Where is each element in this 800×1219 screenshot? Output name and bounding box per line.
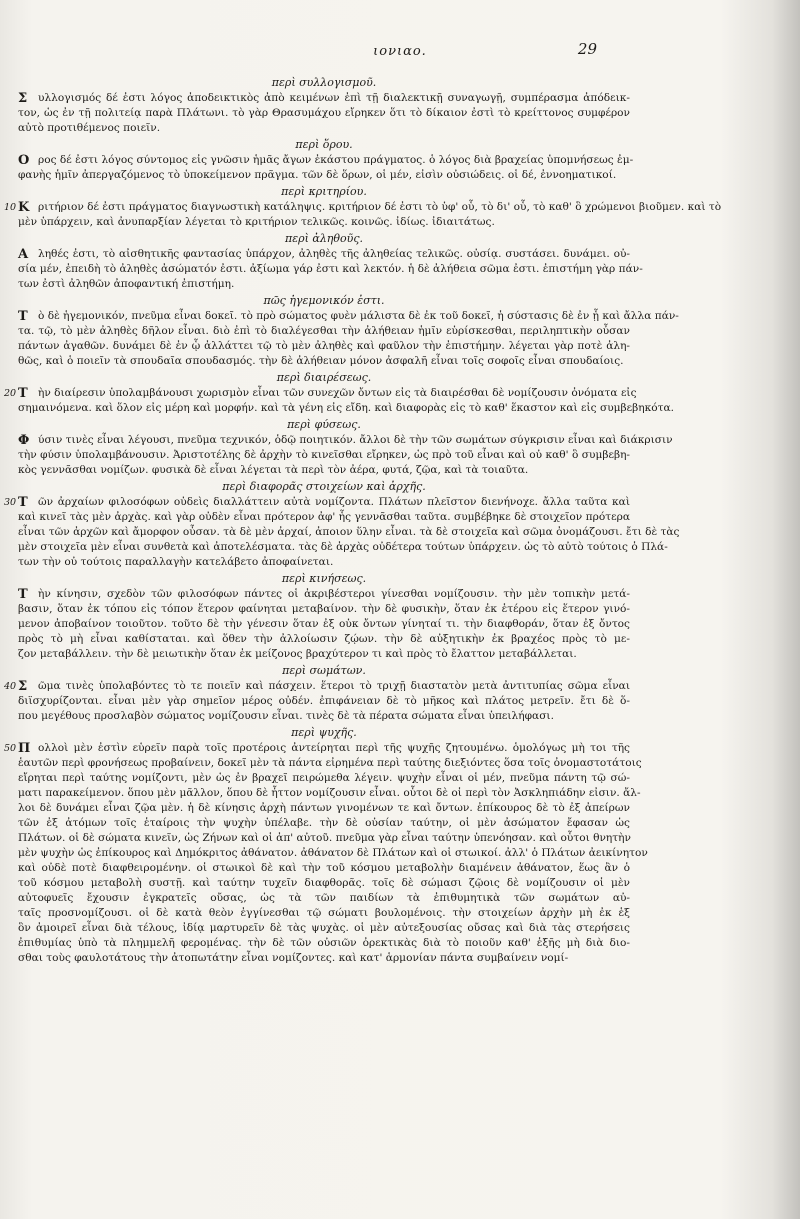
text-line: ἑαυτῶν περὶ φρονήσεως προβαίνειν, δοκεῖ μὲν τὰ πάντα εἰρημένα περὶ ταύτης διεξιόντες ὅσα τοῖς ὀνομαστοτάτοις xyxy=(18,757,642,769)
text-line: τοῦ κόσμου μεταβολὴ συστῇ. καὶ ταύτην τυχεῖν διαφθορᾶς. τοῖς δὲ σώμασι ζῷοις δὲ νομίζουσιν οἱ μὲν xyxy=(18,877,630,889)
text-line: κὸς γεννᾶσθαι νομίζων. φυσικὰ δὲ εἶναι λέγεται τὰ περὶ τὸν ἀέρα, φυτά, ζῷα, καὶ τὰ τοιαῦτα. xyxy=(18,464,529,476)
text-line: υλλογισμός δέ ἐστι λόγος ἀποδεικτικὸς ἀπὸ κειμένων ἐπὶ τῇ διαλεκτικῇ συναγωγῇ, συμπέρασμα ἀπόδεικ- xyxy=(38,92,630,104)
section-paragraph xyxy=(18,91,630,136)
section-paragraph xyxy=(4,741,648,966)
section-heading: περὶ διαφορᾶς στοιχείων καὶ ἀρχῆς. xyxy=(222,480,426,493)
section-paragraph xyxy=(4,200,722,230)
text-line: μὲν ψυχὴν ὡς ἐπίκουρος καὶ Δημόκριτος ἀθάνατον. ἀθάνατον δὲ Πλάτων καὶ οἱ στωικοί. ἀλλ' ὁ Πλάτων ἀεικίνητον xyxy=(18,847,648,859)
text-line: ταῖς προσνομίζουσι. οἱ δὲ κατὰ θεὸν ἐγγίνεσθαι τῷ σώματι βουλομένοις. τὴν στοιχείων ἀρχὴν μὴ ἐκ ἑξ xyxy=(18,907,630,919)
line-number: 40 xyxy=(4,681,17,692)
running-head: ιονιαο. xyxy=(373,44,427,59)
text-line: ριτήριον δέ ἐστι πράγματος διαγνωστικὴ κατάληψις. κριτήριον δέ ἐστι τὸ ὑφ' οὗ, τὸ δι' οὗ, τὸ καθ' ὃ χρώμενοι βιοῦμεν. καὶ τὸ xyxy=(38,201,722,213)
line-number: 10 xyxy=(4,202,17,213)
section-heading: περὶ φύσεως. xyxy=(287,418,361,431)
text-line: ῶμα τινὲς ὑπολαβόντες τὸ τε ποιεῖν καὶ πάσχειν. ἕτεροι τὸ τριχῇ διαστατὸν μετὰ ἀντιτυπίας σῶμα εἶναι xyxy=(38,680,630,692)
text-line: ὃν ἀμοιρεῖ εἶναι διὰ τέλους, ἰδίᾳ μαρτυρεῖν δὲ τὰς ψυχὰς. οἱ μὲν αὐτεξουσίας οὔσας καὶ διὰ τὰς στερήσεις xyxy=(18,922,630,934)
page-number: 29 xyxy=(577,40,597,58)
text-line: ζον μεταβάλλειν. τὴν δὲ μειωτικὴν ὅταν ἐκ μείζονος βραχύτερον τι καὶ πρὸς τὸ ἔλαττον μεταβάλλεται. xyxy=(18,648,577,660)
text-line: Πλάτων. οἱ δὲ σώματα κινεῖν, ὡς Ζήνων καὶ οἱ ἀπ' αὐτοῦ. πνεῦμα γὰρ εἶναι ταύτην ὑπενόησαν. καὶ οὗτοι θνητὴν xyxy=(18,832,631,844)
section-paragraph xyxy=(18,247,643,292)
text-line: αὐτὸ προτιθέμενος ποιεῖν. xyxy=(18,122,161,134)
text-line: καὶ οὐδὲ ποτὲ διαφθειρομένην. οἱ στωικοὶ δὲ καὶ τὴν τοῦ κόσμου μεταβολὴν διαμένειν ἀθάνατον, ἕως ἂν ὁ xyxy=(18,862,630,874)
text-line: ματι παρακείμενον. ὅπου μὲν μᾶλλον, ὅπου δὲ ἧττον νομίζουσιν εἶναι. οὗτοι δὲ οἱ περὶ τὸν Ἀσκληπιάδην εἰσιν. ἄλ- xyxy=(18,787,641,799)
text-line: βασιν, ὅταν ἐκ τόπου εἰς τόπον ἕτερον φαίνηται μεταβαίνον. τὴν δὲ φυσικὴν, ὅταν ἐκ ἑτέρου εἰς ἕτερον γινό- xyxy=(18,603,630,615)
initial-letter: Φ xyxy=(18,433,30,448)
text-line: αὐτοφυεῖς ἔχουσιν ἐγκρατεῖς οὔσας, ὡς τὰ τῶν παιδίων τὰ ἐπιθυμητικὰ τῶν σωμάτων αὐ- xyxy=(18,892,630,904)
section-paragraph xyxy=(4,495,680,570)
text-line: καὶ κινεῖ τὰς μὲν ἀρχὰς. καὶ γὰρ οὐδὲν εἶναι πρότερον ἀφ' ἧς γεννᾶσθαι ταῦτα. συμβέβηκε δὲ στοιχεῖον πρότερα xyxy=(18,511,630,523)
text-line: σημαινόμενα. καὶ ὅλον εἰς μέρη καὶ μορφήν. καὶ τὰ γένη εἰς εἴδη. καὶ διαφορὰς εἰς τὸ καθ' ἕκαστον καὶ εἰς συμβεβηκότα. xyxy=(18,402,674,414)
section-paragraph xyxy=(4,679,630,724)
text-line: των τὴν οὐ τούτοις παραλλαγὴν κατελάβετο ἀποφαίνεται. xyxy=(18,556,334,568)
text-line: των ἐστὶ ἀληθῶν ἀποφαντική ἐπιστήμη. xyxy=(18,278,235,290)
text-line: θῶς, καὶ ὁ ποιεῖν τὰ σπουδαῖα σπουδασμός. τὴν δὲ ἀλήθειαν μόνον ἀσφαλῆ εἶναι τοῖς σοφοῖς εἶναι σπουδαίοις. xyxy=(18,355,624,367)
text-line: ολλοὶ μὲν ἐστὶν εὑρεῖν παρὰ τοῖς προτέροις ἀντείρηται περὶ τῆς ψυχῆς ζητουμένω. ὁμολόγως μὴ τοι τῆς xyxy=(38,742,630,754)
text-line: σία μέν, ἐπειδὴ τὸ ἀληθὲς ἀσώματόν ἐστι. ἀξίωμα γάρ ἐστι καὶ λεκτόν. ἡ δὲ ἀλήθεια σῶμα ἐστι. ἐπιστήμη γὰρ πάν- xyxy=(18,263,643,275)
text-line: που μεγέθους προσλαβὸν σώματος νομίζουσιν εἶναι. τινὲς δὲ τὰ πέρατα σώματα εἶναι ὑπειλήφασι. xyxy=(18,710,554,722)
section-paragraph xyxy=(18,309,679,369)
initial-letter: Σ xyxy=(18,91,28,106)
section-paragraph xyxy=(18,587,630,662)
section-paragraph xyxy=(18,433,673,478)
line-number: 50 xyxy=(4,743,17,754)
section-heading: περὶ συλλογισμοῦ. xyxy=(271,76,377,89)
text-line: διϊσχυρίζονται. εἶναι μὲν γὰρ σημεῖον μέρος οὐδέν. ἐπιφάνειαν δὲ τὸ μῆκος καὶ πλάτος μετρεῖν. ἔτι δὲ ὅ- xyxy=(18,695,630,707)
line-number: 30 xyxy=(4,497,17,508)
section-heading: περὶ ἀληθοῦς. xyxy=(285,232,363,245)
text-line: ὸ δὲ ἡγεμονικόν, πνεῦμα εἶναι δοκεῖ. τὸ πρὸ σώματος φυὲν μάλιστα δὲ ἐκ τοῦ δοκεῖ, ἡ σύστασις δὲ ἐν ᾗ καὶ ἄλλα πάν- xyxy=(38,310,679,322)
page-edge-shadow xyxy=(772,0,800,1219)
section-heading: περὶ σωμάτων. xyxy=(282,664,366,677)
text-line: ύσιν τινὲς εἶναι λέγουσι, πνεῦμα τεχνικόν, ὁδῷ ποιητικόν. ἄλλοι δὲ τὴν τῶν σωμάτων σύγκρισιν εἶναι καὶ διάκρισιν xyxy=(38,434,673,446)
text-line: τον, ὡς ἐν τῇ πολιτείᾳ παρὰ Πλάτωνι. τὸ γὰρ Θρασυμάχου εἴρηκεν ὅτι τὸ δίκαιον ἐστὶ τὸ κρείττονος συμφέρον xyxy=(18,107,630,119)
text-line: ὴν διαίρεσιν ὑπολαμβάνουσι χωρισμὸν εἶναι τῶν συνεχῶν ὄντων εἰς τὰ διαιρέσθαι δὲ νομίζουσιν ὀνόματα εἰς xyxy=(38,387,637,399)
section-heading: πῶς ἡγεμονικόν ἐστι. xyxy=(263,294,385,307)
text-line: σθαι τοὺς φαυλοτάτους τὴν ἀτοπωτάτην εἶναι νομίζοντες. καὶ κατ' ἁρμονίαν πάντα συμβαίνειν νομί- xyxy=(18,952,569,964)
text-line: τὴν φύσιν ὑπολαμβάνουσιν. Ἀριστοτέλης δὲ ἀρχὴν τὸ κινεῖσθαι εἴρηκεν, ὡς πρὸ τοῦ εἶναι καὶ οὐ καθ' ὃ συμβεβη- xyxy=(18,449,630,461)
text-line: πάντων ἀγαθῶν. δυνάμει δὲ ἐν ᾧ ἀλλάττει τῷ τὸ μὲν ἀληθὲς καὶ φαῦλον τὴν ἐπιστήμην. λέγεται γὰρ ποτὲ ἀλη- xyxy=(18,340,630,352)
text-line: πρὸς τὸ μὴ εἶναι καθίσταται. καὶ ὅθεν τὴν ἀλλοίωσιν ζῴων. τὴν δὲ αὐξητικὴν ἐκ βραχέος πρὸς τὸ με- xyxy=(18,633,630,645)
section-heading: περὶ κινήσεως. xyxy=(281,572,367,585)
initial-letter: Τ xyxy=(18,386,28,401)
text-line: μὲν στοιχεῖα μὲν εἶναι συνθετὰ καὶ ἀποτελέσματα. τὰς δὲ ἀρχὰς οὐδέτερα τούτων ὑπάρχειν. ὡς τὸ αὐτὸ τούτοις ὁ Πλά- xyxy=(18,541,668,553)
initial-letter: Σ xyxy=(18,679,28,694)
text-line: φανὴς ἡμῖν ἀπεργαζόμενος τὸ ὑποκείμενον πρᾶγμα. τῶν δὲ ὅρων, οἱ μέν, εἰσὶν οὐσιώδεις. οἱ δέ, ἐννοηματικοί. xyxy=(18,169,617,181)
section-heading: περὶ ὅρου. xyxy=(295,138,353,151)
text-line: ῶν ἀρχαίων φιλοσόφων οὐδεὶς διαλλάττειν αὐτὰ νομίζοντα. Πλάτων πλεῖστον διενήνοχε. ἄλλα ταῦτα καὶ xyxy=(38,496,630,508)
text-line: ληθές ἐστι, τὸ αἰσθητικῆς φαντασίας ὑπάρχον, ἀληθὲς τῆς ἀληθείας τελικῶς. οὐσίᾳ. συστάσει. δυνάμει. οὐ- xyxy=(38,248,630,260)
text-line: λοι δὲ δυνάμει εἶναι ζῷα μὲν. ἡ δὲ κίνησις ἀρχὴ πάντων γινομένων τε καὶ ὄντων. ἐπίκουρος δὲ τὸ ἐξ ἀπείρων xyxy=(18,802,630,814)
initial-letter: Τ xyxy=(18,309,28,324)
initial-letter: Π xyxy=(18,741,31,756)
text-line: ὴν κίνησιν, σχεδὸν τῶν φιλοσόφων πάντες οἱ ἀκριβέστεροι γίνεσθαι νομίζουσιν. τὴν μὲν τοπικὴν μετά- xyxy=(38,588,630,600)
text-line: ρος δέ ἐστι λόγος σύντομος εἰς γνῶσιν ἡμᾶς ἄγων ἐκάστου πράγματος. ὁ λόγος διὰ βραχείας ὑπομνήσεως ἐμ- xyxy=(38,154,634,166)
body-text xyxy=(4,74,722,966)
text-line: εἴρηται περὶ ταύτης νομίζοντι, μὲν ὡς ἐν βραχεῖ πειρώμεθα λέγειν. ψυχὴν εἶναι οἱ μέν, πνεῦμα πάντη τῷ σώ- xyxy=(18,772,630,784)
text-line: μενον ἀποβαίνον τοιοῦτον. τοῦτο δὲ τὴν γένεσιν ὅταν ἐξ οὐκ ὄντων γίνηταί τι. τὴν διαφθοράν, ὅταν ἐξ ὄντος xyxy=(18,618,630,630)
text-line: μὲν ὑπάρχειν, καὶ ἀνυπαρξίαν λέγεται τὸ κριτήριον τελικῶς. κοινῶς. ἰδίως. ἰδιαιτάτως. xyxy=(18,216,495,228)
initial-letter: Τ xyxy=(18,587,28,602)
initial-letter: Τ xyxy=(18,495,28,510)
initial-letter: Ο xyxy=(18,153,30,168)
line-number: 20 xyxy=(4,388,17,399)
section-paragraph xyxy=(18,153,634,183)
text-line: εἶναι τῶν ἀρχῶν καὶ ἄμορφον οὖσαν. τὰ δὲ μὲν ἀρχαί, ἀποιον ὕλην εἶναι. τὰ δὲ στοιχεῖα καὶ σῶμα ὀνομάζουσι. ἔτι δὲ τὰς xyxy=(18,526,680,538)
initial-letter: Κ xyxy=(18,200,30,215)
text-line: ἐπιθυμίας ὑπὸ τὰ πλημμελῆ φερομένας. τὴν δὲ τῶν οὐσιῶν ὀρεκτικὰς διὰ τὸ ποιοῦν καθ' ἑξῆς μὴ διὰ διο- xyxy=(18,937,630,949)
section-heading: περὶ ψυχῆς. xyxy=(291,726,357,739)
text-line: τῶν ἐξ ἀτόμων τοῖς ἑταίροις τὴν ψυχὴν ὑπέλαβε. τὴν δὲ οὐσίαν ταύτην, οἱ μὲν ἀσώματον ἔφασαν ὡς xyxy=(18,817,630,829)
initial-letter: Α xyxy=(18,247,29,262)
section-paragraph xyxy=(4,386,674,416)
section-heading: περὶ διαιρέσεως. xyxy=(276,371,372,384)
section-heading: περὶ κριτηρίου. xyxy=(281,185,367,198)
text-line: τα. τῷ, τὸ μὲν ἀληθὲς δῆλον εἶναι. διὸ ἐπὶ τὸ διαλέγεσθαι τὴν ἀλήθειαν ἡμῖν εὑρίσκεσθαι, περιληπτικὴν οὖσαν xyxy=(18,325,630,337)
